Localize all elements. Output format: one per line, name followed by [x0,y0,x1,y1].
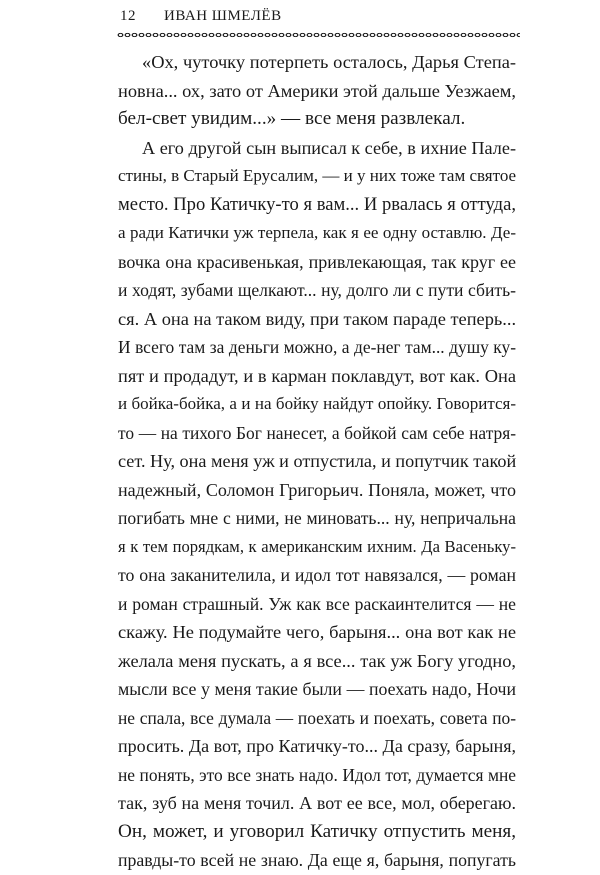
text-line: ся. А она на таком виду, при таком параде теперь... [118,308,517,329]
text-line: И всего там за деньги можно, а де-нег там... душу ку- [118,337,516,357]
text-line: просить. Да вот, про Катичку-то... Да сразу, барыня, [118,736,516,756]
text-line: надежный, Соломон Григорьич. Поняла, может, что [118,479,516,500]
text-line: то — на тихого Бог нанесет, а бойкой сам себе натря- [118,422,516,443]
ornamental-header-rule [117,31,520,39]
text-line: я к тем порядкам, к американским ихним. Да Васеньку- [118,536,516,556]
text-line: сет. Ну, она меня уж и отпустила, и попутчик такой [118,451,517,471]
text-line: бел-свет увидим...» — все меня развлекал. [118,108,466,129]
page-number: 12 [120,8,136,24]
text-line: Он, может, и уговорил Катичку отпустить меня, [118,820,516,842]
text-line: стины, в Старый Ерусалим, — и у них тоже там святое [118,166,517,185]
text-line: скажу. Не подумайте чего, барыня... она вот как не [118,622,516,642]
text-line: новна... ох, зато от Америки этой дальше Уезжаем, [118,80,516,101]
text-line: не понять, это все знать надо. Идол тот, думается мне [118,764,516,785]
text-line: место. Про Катичку-то я вам... И рвалась я оттуда, [118,193,516,215]
text-line: и ходят, зубами щелкают... ну, долго ли с пути сбить- [118,280,516,300]
running-head [120,8,282,25]
text-line: мысли все у меня такие были — поехать надо, Ночи [118,679,516,699]
text-line: и роман страшный. Уж как все раскаинтелится — не [118,593,516,614]
text-line: вочка она красивенькая, привлекающая, так круг ее [118,251,516,272]
text-line: не спала, все думала — поехать и поехать, совета по- [118,707,516,728]
body-text [118,48,516,875]
text-line: и бойка-бойка, а и на бойку найдут опойку. Говорится- [118,394,516,413]
text-line: пят и продадут, и в карман поклавдут, вот как. Она [118,365,516,386]
text-line: правды-то всей не знаю. Да еще я, барыня, попугать [118,850,516,870]
text-line: так, зуб на меня точил. А вот ее все, мол, оберегаю. [118,793,516,813]
running-title: ИВАН ШМЕЛЁВ [164,8,282,24]
text-line: А его другой сын выписал к себе, в ихние Пале- [142,137,516,158]
text-line: то она заканителила, и идол тот навязался, — роман [118,565,516,585]
text-line: погибать мне с ними, не миновать... ну, непричальна [118,508,516,528]
text-line: желала меня пускать, а я все... так уж Богу угодно, [118,650,516,671]
text-line: «Ох, чуточку потерпеть осталось, Дарья Степа- [142,52,516,72]
text-line: а ради Катички уж терпела, как я ее одну оставлю. Де- [118,223,516,242]
